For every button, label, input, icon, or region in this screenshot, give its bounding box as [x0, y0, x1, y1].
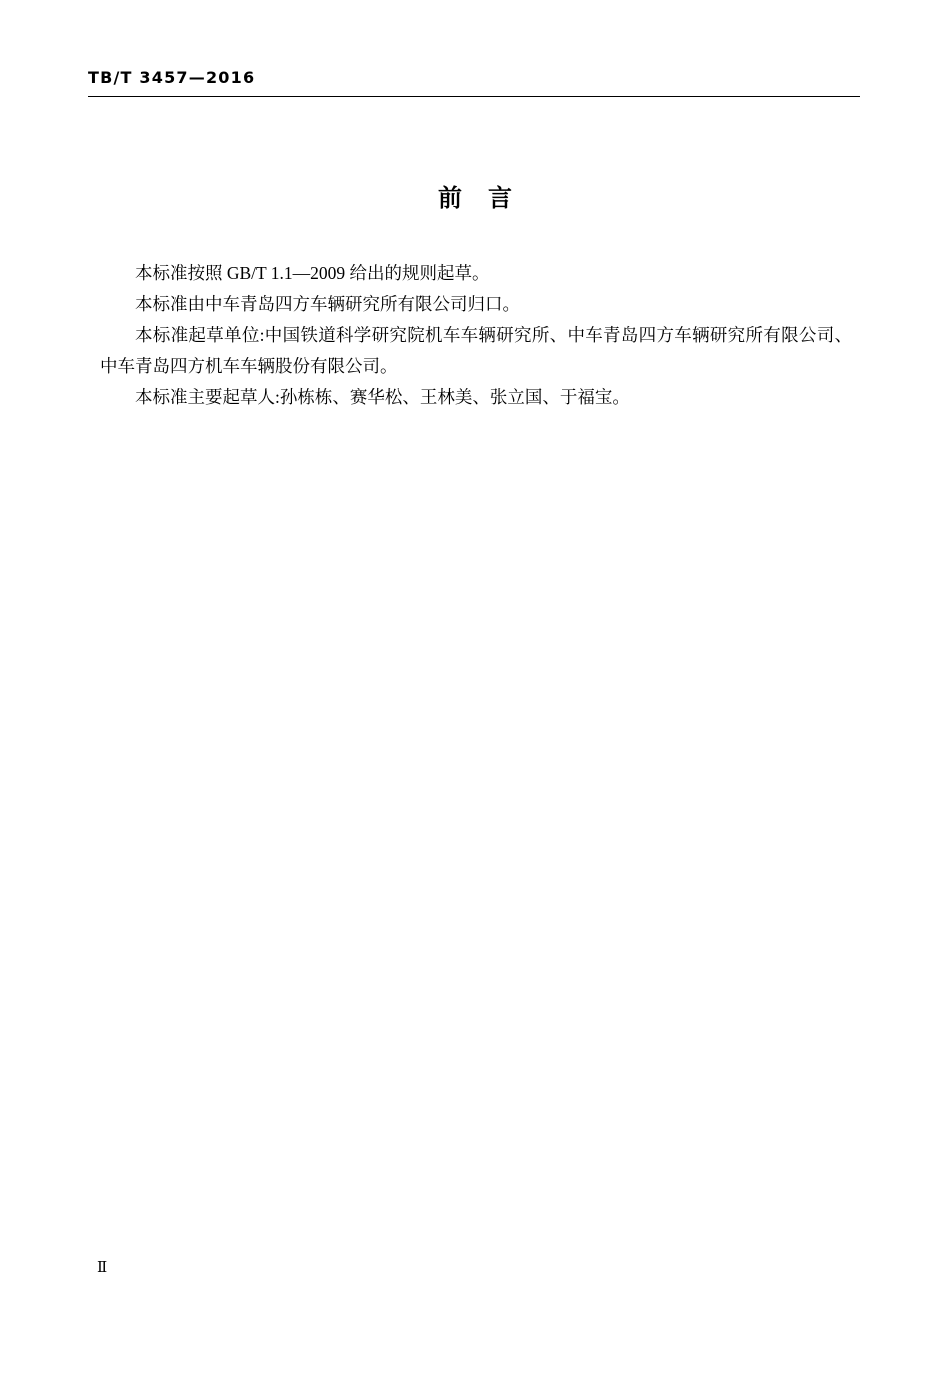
standard-number: TB/T 3457—2016 — [88, 68, 256, 87]
foreword-paragraph: 本标准按照 GB/T 1.1—2009 给出的规则起草。 — [135, 263, 490, 283]
page-title-left: 前 — [438, 184, 462, 212]
page-number: Ⅱ — [97, 1258, 108, 1276]
foreword-paragraph: 本标准主要起草人:孙栋栋、赛华松、王林美、张立国、于福宝。 — [135, 387, 630, 407]
foreword-body — [100, 258, 852, 413]
page-title — [0, 178, 950, 213]
foreword-paragraph: 本标准由中车青岛四方车辆研究所有限公司归口。 — [135, 294, 520, 314]
page-title-right: 言 — [488, 184, 512, 212]
foreword-paragraph: 本标准起草单位:中国铁道科学研究院机车车辆研究所、中车青岛四方车辆研究所有限公司、中车青岛四方机车车辆股份有限公司。 — [100, 325, 852, 376]
header-rule — [88, 96, 860, 97]
